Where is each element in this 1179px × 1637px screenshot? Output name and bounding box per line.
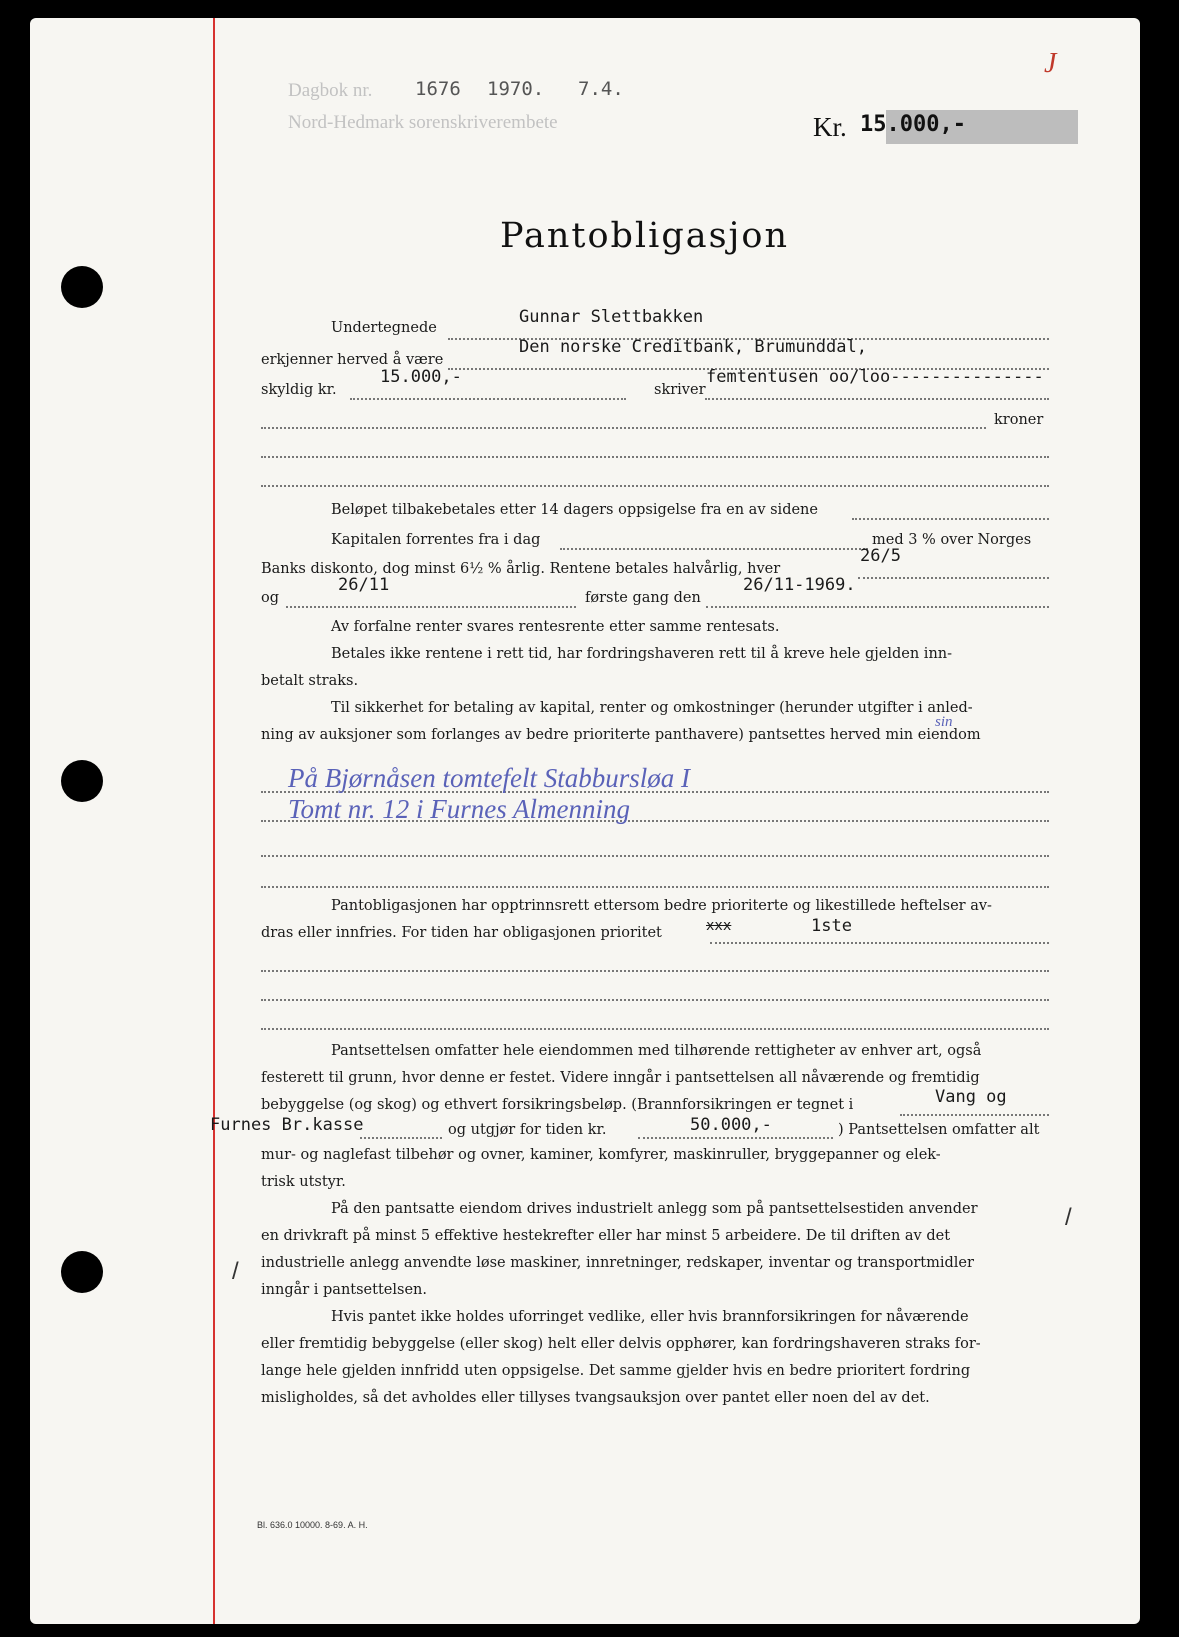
skriver-value: femtentusen oo/loo--------------- [706,367,1044,387]
paragraph-line: eller fremtidig bebyggelse (eller skog) helt eller delvis opphører, kan fordringshaveren straks for- [261,1336,981,1352]
fill-line [261,427,986,429]
dagbok-date: 7.4. [578,78,624,100]
erkjenner-value: Den norske Creditbank, Brumunddal, [519,337,867,357]
insurer-name-cont: Furnes Br.kasse [210,1115,364,1135]
priority-value: 1ste [811,916,852,936]
kr-label: Kr. [813,112,847,142]
paragraph-line: På den pantsatte eiendom drives industrielt anlegg som på pantsettelsestiden anvender [331,1201,978,1217]
fill-line [638,1137,833,1139]
paragraph-line: Pantsettelsen omfatter hele eiendommen med tilhørende rettigheter av enhver art, også [331,1043,982,1059]
punch-hole [61,760,103,802]
fill-line [852,518,1049,520]
property-handwriting: Tomt nr. 12 i Furnes Almenning [288,794,631,824]
strike-mark: / [232,1258,239,1285]
fill-line [858,577,1049,579]
skriver-label: skriver [654,382,706,398]
fill-line [705,398,1049,400]
fill-line [261,1028,1049,1030]
fill-line [261,970,1049,972]
utgjor-label: og utgjør for tiden kr. [448,1122,607,1138]
property-handwriting: På Bjørnåsen tomtefelt Stabbursløa I [288,763,690,793]
fill-line [286,606,576,608]
document-title: Pantobligasjon [500,216,790,256]
fill-line [261,456,1049,458]
first-date: 26/11-1969. [743,575,856,595]
paragraph-line: inngår i pantsettelsen. [261,1282,427,1298]
forste-label: første gang den [585,590,701,606]
paragraph-line: industrielle anlegg anvendte løse maskiner, innretninger, redskaper, inventar og transportmidler [261,1255,974,1271]
paragraph-line: bebyggelse (og skog) og ethvert forsikringsbeløp. (Brannforsikringen er tegnet i [261,1097,854,1113]
fill-line [560,548,868,550]
paragraph-line: betalt straks. [261,673,359,689]
skyldig-value: 15.000,- [380,367,462,387]
paragraph-line: Hvis pantet ikke holdes uforringet vedlike, eller hvis brannforsikringen for nåværende [331,1309,969,1325]
punch-hole [61,266,103,308]
paragraph-line: Pantobligasjonen har opptrinnsrett ettersom bedre prioriterte og likestillede heftelser av- [331,898,992,914]
interest-date-1: 26/5 [860,546,901,566]
fill-line [360,1137,442,1139]
undertegnede-value: Gunnar Slettbakken [519,307,704,327]
terms-line: Beløpet tilbakebetales etter 14 dagers oppsigelse fra en av sidene [331,502,818,518]
paragraph-line: en drivkraft på minst 5 effektive hestekrefter eller har minst 5 arbeidere. De til driften av det [261,1228,951,1244]
erkjenner-label: erkjenner herved å være [261,352,444,368]
interest-date-2: 26/11 [338,575,390,595]
insured-value: 50.000,- [690,1115,772,1135]
paragraph-line: trisk utstyr. [261,1174,346,1190]
handwritten-correction: sin [935,714,953,730]
terms-line: Kapitalen forrentes fra i dag [331,532,541,548]
paragraph-line: Til sikkerhet for betaling av kapital, renter og omkostninger (herunder utgifter i anled- [331,700,973,716]
dagbok-year: 1970. [487,78,545,100]
fill-line [261,855,1049,857]
fill-line [706,606,1049,608]
paragraph-line: misligholdes, så det avholdes eller tillyses tvangsauksjon over pantet eller noen del av det. [261,1390,930,1406]
og-label: og [261,590,280,606]
kr-amount: 15.000,- [860,112,966,137]
strike-mark: / [1065,1204,1072,1231]
fill-line [261,886,1049,888]
terms-line: med 3 % over Norges [872,532,1032,548]
document-page [30,18,1140,1624]
struck-priority: xxx [706,918,732,934]
punch-hole [61,1251,103,1293]
coverage-tail: ) Pantsettelsen omfatter alt [838,1122,1040,1138]
paragraph-line: ning av auksjoner som forlanges av bedre prioriterte panthavere) pantsettes herved min eiendom [261,727,981,743]
fill-line [900,1114,1049,1116]
dagbok-number: 1676 [415,78,461,100]
fill-line [261,999,1049,1001]
red-margin-line [213,18,215,1624]
paragraph-line: dras eller innfries. For tiden har obligasjonen prioritet [261,925,662,941]
office-name: Nord-Hedmark sorenskriverembete [288,112,558,133]
fill-line [710,942,1049,944]
paragraph-line: lange hele gjelden innfridd uten oppsigelse. Det samme gjelder hvis en bedre prioritert fordring [261,1363,971,1379]
paragraph-line: festerett til grunn, hvor denne er festet. Videre inngår i pantsettelsen all nåværende og fremtidig [261,1070,980,1086]
paragraph-line: Betales ikke rentene i rett tid, har fordringshaveren rett til å kreve hele gjelden inn- [331,646,953,662]
kroner-label: kroner [994,412,1044,428]
form-code: Bl. 636.0 10000. 8-69. A. H. [257,1520,368,1530]
skyldig-label: skyldig kr. [261,382,337,398]
corner-mark: J [1044,48,1057,79]
terms-line: Banks diskonto, dog minst 6½ % årlig. Rentene betales halvårlig, hver [261,561,781,577]
fill-line [261,485,1049,487]
dagbok-label: Dagbok nr. [288,80,373,101]
insurer-name: Vang og [935,1087,1007,1107]
fill-line [350,398,626,400]
paragraph-line: Av forfalne renter svares rentesrente etter samme rentesats. [331,619,780,635]
undertegnede-label: Undertegnede [331,320,437,336]
paragraph-line: mur- og naglefast tilbehør og ovner, kaminer, komfyrer, maskinruller, bryggepanner og elek- [261,1147,941,1163]
